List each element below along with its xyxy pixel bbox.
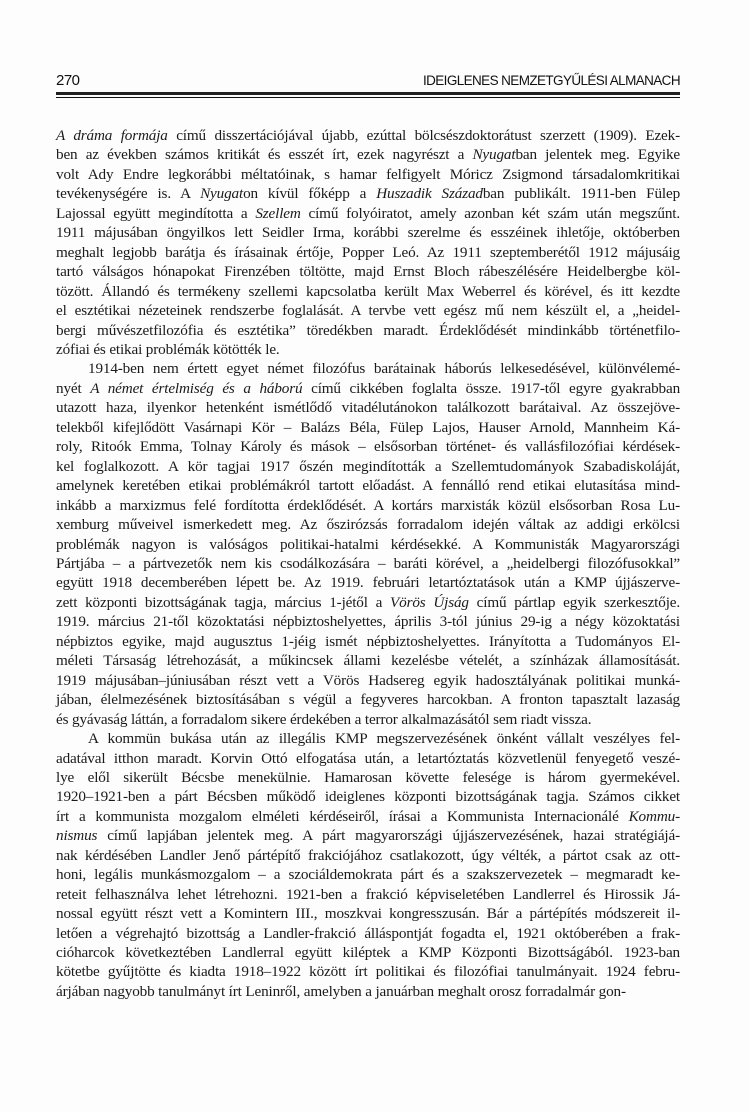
running-title: IDEIGLENES NEMZETGYŰLÉSI ALMANACH <box>422 73 680 88</box>
text-run: amelynek keretében etikai problémákról tartott előadást. A fennálló rend etikai elutasítása mind- <box>56 477 680 495</box>
text-line <box>56 359 680 378</box>
text-run: Pártjába – a pártvezetők nem kis csodálkozására – baráti körével, a „heidelbergi filozófusokkal” <box>56 554 680 572</box>
text-run: című pártlap egyik szerkesztője. <box>468 593 680 611</box>
text-line <box>56 476 680 495</box>
text-line <box>56 826 680 845</box>
text-line <box>56 573 680 592</box>
text-run: népbiztos egyike, majd augusztus 1-jéig ismét népbiztoshelyettes. Irányította a Tudományos El- <box>56 632 680 650</box>
italic-title: Huszadik Század <box>376 185 483 203</box>
italic-title: A dráma formája <box>56 127 168 144</box>
text-line <box>56 768 680 787</box>
text-run: 1919. március 21-től közoktatási népbiztoshelyettes, április 3-tól június 29-ig a négy közoktatási <box>56 613 680 631</box>
text-line <box>56 418 680 437</box>
text-line <box>56 262 680 281</box>
text-line <box>56 787 680 806</box>
body-text <box>56 126 680 1001</box>
text-line <box>56 379 680 398</box>
text-run: problémák nagyon is valóságos politikai-hatalmi kérdésekké. A Kommunisták Magyarországi <box>56 535 680 553</box>
text-run: volt Ady Endre legkorábbi méltatóinak, s hamar felfigyelt Móricz Zsigmond társadalomkritikai <box>56 165 680 183</box>
text-run: lye elől sikerült Bécsbe menekülnie. Hamarosan követte felesége is három gyermekével. <box>56 768 680 786</box>
italic-title: Vörös Újság <box>390 593 469 611</box>
text-line <box>56 943 680 962</box>
text-run: utazott haza, ilyenkor hetenként ismétlődő vitadélutánokon találkozott barátaival. Az összejöve- <box>56 399 680 417</box>
text-line <box>56 223 680 242</box>
text-run: on kívül főképp a <box>243 185 377 203</box>
text-run: jában, élelmezésének biztosításában s végül a fegyveres harcokban. A fronton tapasztalt lazaság <box>56 691 680 709</box>
text-line <box>56 632 680 651</box>
text-line <box>56 749 680 768</box>
italic-title: A német értelmiség és a háború <box>90 379 303 397</box>
text-line <box>56 457 680 476</box>
text-run: telekből kifejlődött Vasárnapi Kör – Balázs Béla, Fülep Lajos, Hauser Arnold, Mannheim Ká- <box>56 418 680 436</box>
text-line <box>56 807 680 826</box>
text-line <box>56 982 680 1001</box>
text-line <box>56 962 680 981</box>
text-run: cióharcok következtében Landlerral együtt kiléptek a KMP Központi Bizottságából. 1923-ban <box>56 944 680 962</box>
text-run: reteit felhasználva lehet létrehozni. 1921-ben a frakció képviseletében Landlerrel és Hirossik Já- <box>56 885 680 903</box>
text-line <box>56 865 680 884</box>
text-run: méleti Társaság létrehozását, a műkincsek állami kezelésbe vételét, a színházak államosítását. <box>56 652 680 670</box>
italic-title: Nyugat <box>200 185 244 203</box>
text-line <box>56 554 680 573</box>
text-run: nossal együtt részt vett a Komintern III., moszkvai kongresszusán. Bár a pártépítés módszereit il- <box>56 905 680 923</box>
text-line <box>56 437 680 456</box>
italic-title: Kommu- <box>628 807 680 825</box>
text-run: ben az években számos kritikát és esszét írt, ezek nagyrészt a <box>56 146 473 164</box>
italic-title: Szellem <box>255 204 301 222</box>
text-run: A kommün bukása után az illegális KMP megszervezésének önként vállalt veszélyes fel- <box>88 730 680 748</box>
text-line <box>56 165 680 184</box>
text-run: 1914-ben nem értett egyet német filozófus barátainak háborús lelkesedésével, különvélemé- <box>88 360 680 378</box>
text-line <box>56 924 680 943</box>
text-run: honi, legális munkásmozgalom – a szociáldemokrata párt és a szakszervezetek – megmaradt ke- <box>56 866 680 884</box>
header-rule-thin <box>56 97 680 98</box>
text-run: meghalt legjobb barátja és írásainak értője, Popper Leó. Az 1911 szeptemberétől 1912 májusáig <box>56 243 680 261</box>
text-run: Lajossal együtt megindította a <box>56 204 256 222</box>
text-run: inkább a marxizmus felé fordította érdeklődését. A kortárs marxisták közül elsősorban Rosa Lu- <box>56 496 680 514</box>
text-run: együtt 1918 decemberében lépett be. Az 1919. februári letartóztatások után a KMP újjászerve- <box>56 574 680 592</box>
text-line <box>56 729 680 748</box>
text-run: zett központi bizottságának tagja, március 1-jétől a <box>56 593 391 611</box>
text-run: 1911 májusában öngyilkos lett Seidler Irma, korábbi szerelme és esszéinek ihletője, októberben <box>56 224 680 242</box>
text-run: tevékenységére is. A <box>56 185 201 203</box>
text-run: el esztétikai nézeteinek rendszerbe foglalását. A tervbe vett egész mű nem készült el, a „heidel- <box>56 302 680 320</box>
text-line <box>56 145 680 164</box>
text-run: árjában nagyobb tanulmányt írt Leninről, amelyben a januárban meghalt orosz forradalmár gon- <box>56 982 626 1000</box>
text-run: adatával itthon maradt. Korvin Ottó elfogatása után, a letartóztatás közvetlenül fenyegető veszé- <box>56 749 680 767</box>
text-line <box>56 904 680 923</box>
page-number: 270 <box>56 72 80 89</box>
text-run: ban jelentek meg. Egyike <box>515 146 680 164</box>
text-line <box>56 301 680 320</box>
text-run: nak kérdésében Landler Jenő pártépítő frakciójához csatlakozott, úgy vélték, a pártot csak az ott- <box>56 846 680 864</box>
text-line <box>56 515 680 534</box>
text-line <box>56 535 680 554</box>
text-run: letően a végrehajtó bizottság a Landler-frakció álláspontját fogadta el, 1921 októberében a frak- <box>56 924 680 942</box>
text-run: és gyávaság láttán, a forradalom sikere érdekében a terror alkalmazásától sem riadt vissza. <box>56 710 592 728</box>
italic-title: nismus <box>56 827 98 845</box>
text-line <box>56 126 680 145</box>
text-run: című folyóiratot, amely azonban két szám után megszűnt. <box>300 204 680 222</box>
text-run: tözött. Állandó és termékeny szellemi kapcsolatba került Max Weberrel és körével, és itt kezdte <box>56 282 680 300</box>
text-line <box>56 671 680 690</box>
text-line <box>56 690 680 709</box>
text-line <box>56 612 680 631</box>
italic-title: Nyugat <box>472 146 516 164</box>
text-line <box>56 243 680 262</box>
text-run: xemburg műveivel ismerkedett meg. Az őszirózsás forradalom idején váltak az addigi erkölcsi <box>56 516 680 534</box>
text-line <box>56 846 680 865</box>
text-line <box>56 593 680 612</box>
text-run: 1920–1921-ben a párt Bécsben működő ideiglenes központi bizottságának tagja. Számos cikket <box>56 788 680 806</box>
text-line <box>56 184 680 203</box>
text-run: ban publikált. 1911-ben Fülep <box>482 185 681 203</box>
text-run: kötetbe gyűjtötte és kiadta 1918–1922 között írt politikai és filozófiai tanulmányait. 1924 febru- <box>56 963 680 981</box>
paragraph <box>56 729 680 1001</box>
text-line <box>56 398 680 417</box>
page-header <box>56 72 680 92</box>
text-run: bergi művészetfilozófia és esztétika” töredékben maradt. Érdeklődését mindinkább történetfilo- <box>56 321 680 339</box>
text-run: tartó válságos hónapokat Firenzében töltötte, majd Ernst Bloch rábeszélésére Heidelbergbe köl- <box>56 263 680 281</box>
paragraph <box>56 126 680 359</box>
text-run: című cikkében foglalta össze. 1917-től egyre gyakrabban <box>302 379 681 397</box>
text-run: roly, Ritoók Emma, Tolnay Károly és mások – elsősorban történet- és vallásfilozófiai kérdések- <box>56 438 680 456</box>
text-line <box>56 885 680 904</box>
text-run: írt a kommunista mozgalom elméleti kérdéseiről, írásai a Kommunista Internacionálé <box>56 807 629 825</box>
text-line <box>56 710 680 729</box>
text-run: zófiai és etikai problémák kötötték le. <box>56 340 280 358</box>
text-line <box>56 651 680 670</box>
text-run: kel foglalkozott. A kör tagjai 1917 őszén megindították a Szellemtudományok Szabadiskoláját, <box>56 457 680 475</box>
text-line <box>56 321 680 340</box>
text-run: 1919 májusában–júniusában részt vett a Vörös Hadsereg egyik hadosztályának politikai munká- <box>56 671 680 689</box>
text-line <box>56 340 680 359</box>
paragraph <box>56 359 680 729</box>
header-rule-thick <box>56 92 680 95</box>
text-line <box>56 496 680 515</box>
text-line <box>56 204 680 223</box>
text-run: című disszertációjával újabb, ezúttal bölcsészdoktorátust szerzett (1909). Ezek- <box>167 127 680 144</box>
text-run: nyét <box>56 379 91 397</box>
text-run: című lapjában jelentek meg. A párt magyarországi újjászervezésének, hazai stratégiájá- <box>97 827 680 845</box>
text-line <box>56 282 680 301</box>
